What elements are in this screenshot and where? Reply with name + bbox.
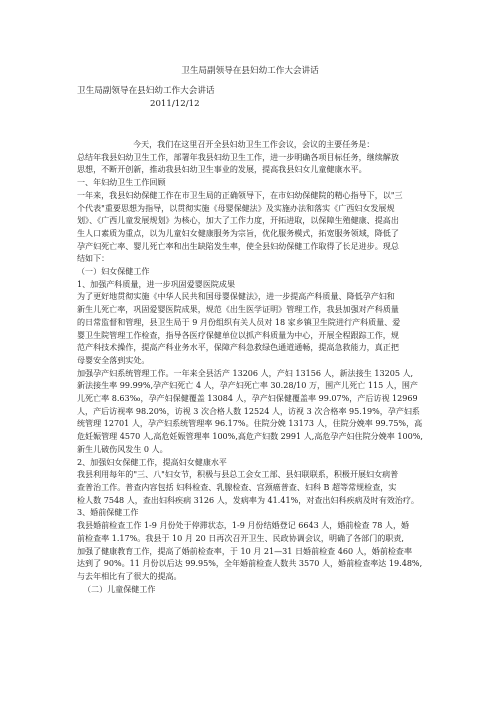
paragraph-line: 今天，我们在这里召开全县妇幼卫生工作会议，会议的主要任务是： bbox=[133, 140, 375, 149]
paragraph-line: 我县利用每年的"三、八"妇女节，积极与县总工会女工部、县妇联联系，积极开展妇女病普 bbox=[77, 470, 399, 480]
paragraph-line: 人，产后访视率 98.20%，访视 3 次合格人数 12524 人，访视 3 次合格率 95.19%，孕产妇系 bbox=[77, 406, 420, 416]
paragraph-line: 查普治工作。普查内容包括 妇科检查、乳腺检查、宫颈癌普查、妇科 B 超等常规检查，实 bbox=[77, 482, 397, 492]
paragraph-line: 与去年相比有了很大的提高。 bbox=[77, 571, 182, 581]
paragraph-line: 新生儿死亡率，巩固爱婴医院成果，规范《出生医学证明》管理工作，我县加强对产科质量 bbox=[77, 305, 399, 315]
item-heading: 2、加强妇女保健工作，提高妇女健康水平 bbox=[77, 457, 227, 467]
subsection-heading: （一）妇女保健工作 bbox=[77, 267, 150, 277]
section-heading: 一、年妇幼卫生工作回顾 bbox=[77, 178, 166, 188]
paragraph-line: 思想，不断开创新，推动我县妇幼卫生事业的发展，提高我县妇女儿童健康水平。 bbox=[77, 165, 367, 175]
paragraph-line: 为了更好地贯彻实施《中华人民共和国母婴保健法》，进一步提高产科质量、降低孕产妇和 bbox=[77, 292, 395, 302]
paragraph-line: 我县婚前检查工作 1-9 月份处于停滞状态，1-9 月份结婚登记 6643 人，婚前检查 78 人，婚 bbox=[77, 521, 410, 531]
item-heading: 1、加强产科质量，进一步巩固爱婴医院成果 bbox=[77, 279, 236, 289]
paragraph-line: 个代表"重要思想为指导，以贯彻实施《母婴保健法》及实施办法和落实《广西妇女发展规 bbox=[77, 203, 395, 213]
paragraph-line: 一年来，我县妇幼保健工作在市卫生局的正确领导下，在市妇幼保健院的精心指导下，以"三 bbox=[77, 190, 403, 200]
paragraph-line: 的日常监督和管理，县卫生局于 9 月份组织有关人员对 18 家乡镇卫生院进行产科质量、爱 bbox=[77, 317, 401, 327]
paragraph-line: 新法接生率 99.99%,孕产妇死亡 4 人，孕产妇死亡率 30.28/10 万，围产儿死亡 115 人，围产 bbox=[77, 381, 418, 391]
document-body bbox=[77, 139, 425, 596]
paragraph-line: 检人数 7548 人，查出妇科疾病 3126 人，发病率为 41.41%，对查出妇科疾病及时有效治疗。 bbox=[77, 495, 419, 505]
paragraph-line: 母婴安全落到实处。 bbox=[77, 355, 150, 365]
paragraph-line: 孕产妇死亡率、婴儿死亡率和出生缺陷发生率，使全县妇幼保健工作取得了长足进步。现总 bbox=[77, 241, 399, 251]
paragraph-line: 儿死亡率 8.63‰，孕产妇保健覆盖 13084 人，孕产妇保健覆盖率 99.07%，产后访视 12969 bbox=[77, 394, 418, 404]
paragraph-line: 加强孕产妇系统管理工作。一年来全县活产 13206 人，产妇 13156 人，新法接生 13205 人, bbox=[77, 368, 414, 378]
paragraph-line: 前检查率 1.17%。我县于 10 月 20 日再次召开卫生、民政协调会议，明确了各部门的职责, bbox=[77, 533, 404, 543]
paragraph-line: 加强了健康教育工作，提高了婚前检查率，于 10 月 21—31 日婚前检查 460 人，婚前检查率 bbox=[77, 546, 413, 556]
paragraph-line: 生人口素质为重点，以为儿童妇女健康服务为宗旨，优化服务模式，拓宽服务领域，降低了 bbox=[77, 228, 399, 238]
paragraph-line: 统管理 12701 人，孕产妇系统管理率 96.17%。住院分娩 13173 人，住院分娩率 99.75%，高 bbox=[77, 419, 423, 429]
paragraph-line: 婴卫生院管理工作检查，指导各医疗保健单位以抓产科质量为中心，开展全程跟踪工作，规 bbox=[77, 330, 399, 340]
paragraph-line: 结如下： bbox=[77, 254, 110, 264]
subsection-heading: （二）儿童保健工作 bbox=[83, 584, 156, 594]
paragraph-line: 达到了 90%。11 月份以后达 99.95%，全年婚前检查人数共 3570 人，婚前检查率达 19.48%, bbox=[77, 559, 423, 569]
document-date: 2011/12/12 bbox=[150, 99, 200, 109]
document-title: 卫生局副领导在县妇幼工作大会讲话 bbox=[181, 66, 319, 76]
document-subtitle: 卫生局副领导在县妇幼工作大会讲话 bbox=[77, 86, 215, 96]
paragraph-line: 划》、《广西儿童发展规划》为核心，加大了工作力度，开拓进取，以保障生殖健康、提高出 bbox=[77, 216, 399, 226]
paragraph-line: 总结年我县妇幼卫生工作，部署年我县妇幼卫生工作，进一步明确各项目标任务，继续解放 bbox=[77, 152, 399, 162]
paragraph-line: 范产科技术操作，提高产科业务水平，保障产科急救绿色通道通畅，提高急救能力，真正把 bbox=[77, 343, 399, 353]
paragraph-line: 新生儿破伤风发生 0 人。 bbox=[77, 444, 168, 454]
paragraph-line: 危妊娠管理 4570 人,高危妊娠管理率 100%,高危产妇数 2991 人,高危孕产妇住院分娩率 100%, bbox=[77, 432, 423, 442]
item-heading: 3、婚前保健工作 bbox=[77, 508, 139, 518]
